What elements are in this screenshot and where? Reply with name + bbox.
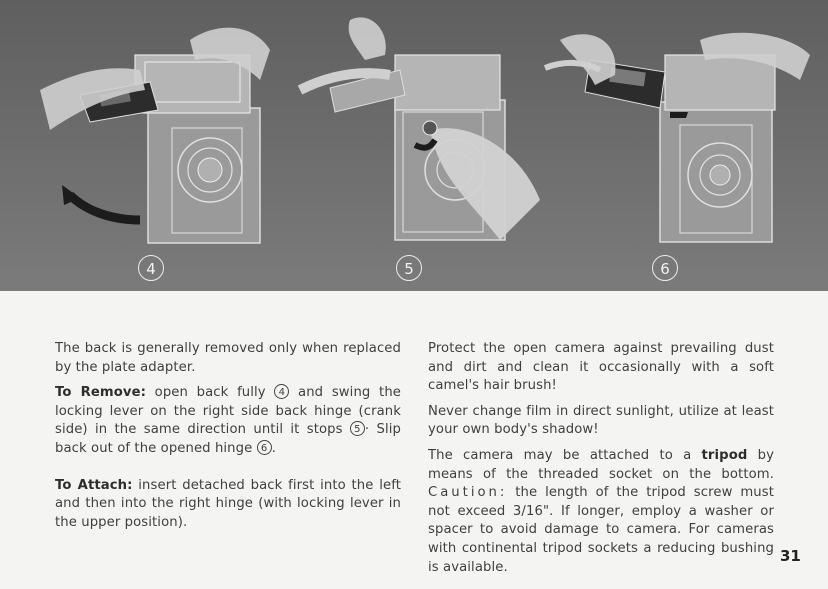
step-badge-5: 5 xyxy=(396,255,422,281)
left-text-column xyxy=(55,340,401,539)
sunlight-paragraph: Never change film in direct sunlight, utilize at least your own body's shadow! xyxy=(428,403,774,438)
caution-label: Caution: xyxy=(428,485,508,501)
page-number: 31 xyxy=(780,547,801,565)
attach-text: insert detached back first into the left and then into the right hinge (with locking lever in the upper position). xyxy=(55,477,401,530)
remove-text-d: . xyxy=(271,440,276,456)
attach-instructions xyxy=(55,477,401,533)
illustration-band xyxy=(0,0,828,291)
tripod-text-a: The camera may be attached to a xyxy=(428,447,702,463)
step-badge-6: 6 xyxy=(652,255,678,281)
protect-paragraph: Protect the open camera against prevailing dust and dirt and clean it occasionally with a soft camel's hair brush! xyxy=(428,341,774,394)
remove-heading: To Remove: xyxy=(55,385,146,401)
step-ref-4: 4 xyxy=(274,384,289,399)
tripod-text-c: the length of the tripod screw must not exceed 3/16". If longer, employ a washer or spacer to avoid damage to camera. For cameras with continental tripod sockets a reducing bushing is available. xyxy=(428,485,774,575)
intro-paragraph: The back is generally removed only when replaced by the plate adapter. xyxy=(55,341,401,375)
remove-instructions xyxy=(55,384,401,458)
remove-text-b: and swing the locking lever on the right side back hinge (crank side) in the same direction until it stops xyxy=(55,385,401,438)
remove-text-a: open back fully xyxy=(146,385,275,401)
camera-illustrations xyxy=(0,0,828,291)
tripod-paragraph xyxy=(428,447,774,577)
remove-text-c: · Slip back out of the opened hinge xyxy=(55,422,401,456)
right-text-column xyxy=(428,340,774,584)
tripod-keyword: tripod xyxy=(701,447,748,463)
attach-heading: To Attach: xyxy=(55,477,133,493)
step-ref-5: 5 xyxy=(350,421,365,436)
tripod-text-b: by means of the threaded socket on the bottom. xyxy=(428,447,775,482)
step-badge-4: 4 xyxy=(138,255,164,281)
step-ref-6: 6 xyxy=(257,440,272,455)
